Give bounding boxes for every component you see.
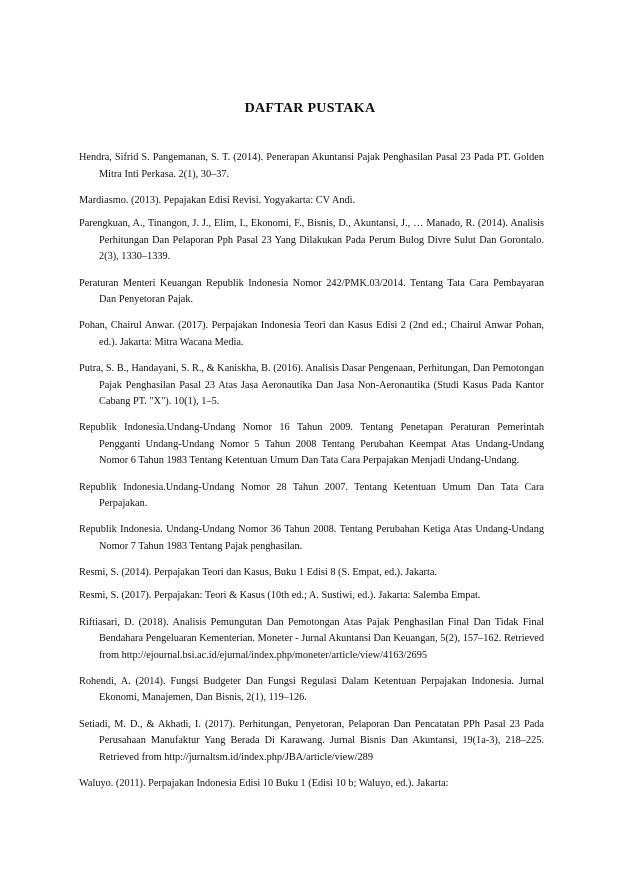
reference-list <box>79 150 544 802</box>
reference-entry: Peraturan Menteri Keuangan Republik Indonesia Nomor 242/PMK.03/2014. Tentang Tata Cara Pembayaran Dan Penyetoran Pajak. <box>79 277 544 306</box>
reference-entry: Parengkuan, A., Tinangon, J. J., Elim, I., Ekonomi, F., Bisnis, D., Akuntansi, J., … Manado, R. (2014). Analisis Perhitungan Dan Pelaporan Pph Pasal 23 Yang Dilakukan Pada Perum Bulog Divre Sulut Dan Gorontalo. 2(3), 1330–1339. <box>79 218 544 263</box>
reference-entry: Rohendi, A. (2014). Fungsi Budgeter Dan Fungsi Regulasi Dalam Ketentuan Perpajakan Indonesia. Jurnal Ekonomi, Manajemen, Dan Bisnis, 2(1), 119–126. <box>79 675 544 704</box>
page-title: DAFTAR PUSTAKA <box>244 101 376 116</box>
reference-entry: Putra, S. B., Handayani, S. R., & Kaniskha, B. (2016). Analisis Dasar Pengenaan, Perhitungan, Dan Pemotongan Pajak Penghasilan Pasal 23 Atas Jasa Aeronautika Dan Jasa Non-Aeronautika (Studi Kasus Pada Kantor Cabang PT. "X"). 10(1), 1–5. <box>79 362 545 408</box>
reference-entry: Setiadi, M. D., & Akhadi, I. (2017). Perhitungan, Penyetoran, Pelaporan Dan Pencatatan PPh Pasal 23 Pada Perusahaan Manufaktur Yang Berada Di Karawang. Jurnal Bisnis Dan Akuntansi, 19(1a-3), 218–225. Retrieved from http://jurnaltsm.id/index.php/JBA/article/view/289 <box>79 718 544 763</box>
reference-entry: Republik Indonesia.Undang-Undang Nomor 28 Tahun 2007. Tentang Ketentuan Umum Dan Tata Cara Perpajakan. <box>79 481 544 510</box>
reference-entry: Riftiasari, D. (2018). Analisis Pemungutan Dan Pemotongan Atas Pajak Penghasilan Final Dan Tidak Final Bendahara Pengeluaran Kementerian. Moneter - Jurnal Akuntansi Dan Keuangan, 5(2), 157–162. Retrieved from http://ejournal.bsi.ac.id/ejurnal/index.php/moneter/article/view/4163/2695 <box>79 616 544 661</box>
reference-entry: Republik Indonesia. Undang-Undang Nomor 36 Tahun 2008. Tentang Perubahan Ketiga Atas Undang-Undang Nomor 7 Tahun 1983 Tentang Pajak penghasilan. <box>79 524 544 552</box>
reference-entry: Waluyo. (2011). Perpajakan Indonesia Edisi 10 Buku 1 (Edisi 10 b; Waluyo, ed.). Jakarta: <box>79 777 449 789</box>
reference-entry: Mardiasmo. (2013). Pepajakan Edisi Revisi. Yogyakarta: CV Andi. <box>79 194 356 206</box>
reference-entry: Hendra, Sifrid S. Pangemanan, S. T. (2014). Penerapan Akuntansi Pajak Penghasilan Pasal 23 Pada PT. Golden Mitra Inti Perkasa. 2(1), 30–37. <box>79 152 544 180</box>
reference-entry: Republik Indonesia.Undang-Undang Nomor 16 Tahun 2009. Tentang Penetapan Peraturan Pemerintah Pengganti Undang-Undang Nomor 5 Tahun 2008 Tentang Perubahan Keempat Atas Undang-Undang Nomor 6 Tahun 1983 Tentang Ketentuan Umum Dan Tata Cara Perpajakan Menjadi Undang-Undang. <box>79 422 544 467</box>
reference-entry: Resmi, S. (2014). Perpajakan Teori dan Kasus, Buku 1 Edisi 8 (S. Empat, ed.). Jakarta. <box>79 566 437 578</box>
reference-entry: Pohan, Chairul Anwar. (2017). Perpajakan Indonesia Teori dan Kasus Edisi 2 (2nd ed.; Chairul Anwar Pohan, ed.). Jakarta: Mitra Wacana Media. <box>79 320 544 348</box>
reference-entry: Resmi, S. (2017). Perpajakan: Teori & Kasus (10th ed.; A. Sustiwi, ed.). Jakarta: Salemba Empat. <box>79 590 481 602</box>
